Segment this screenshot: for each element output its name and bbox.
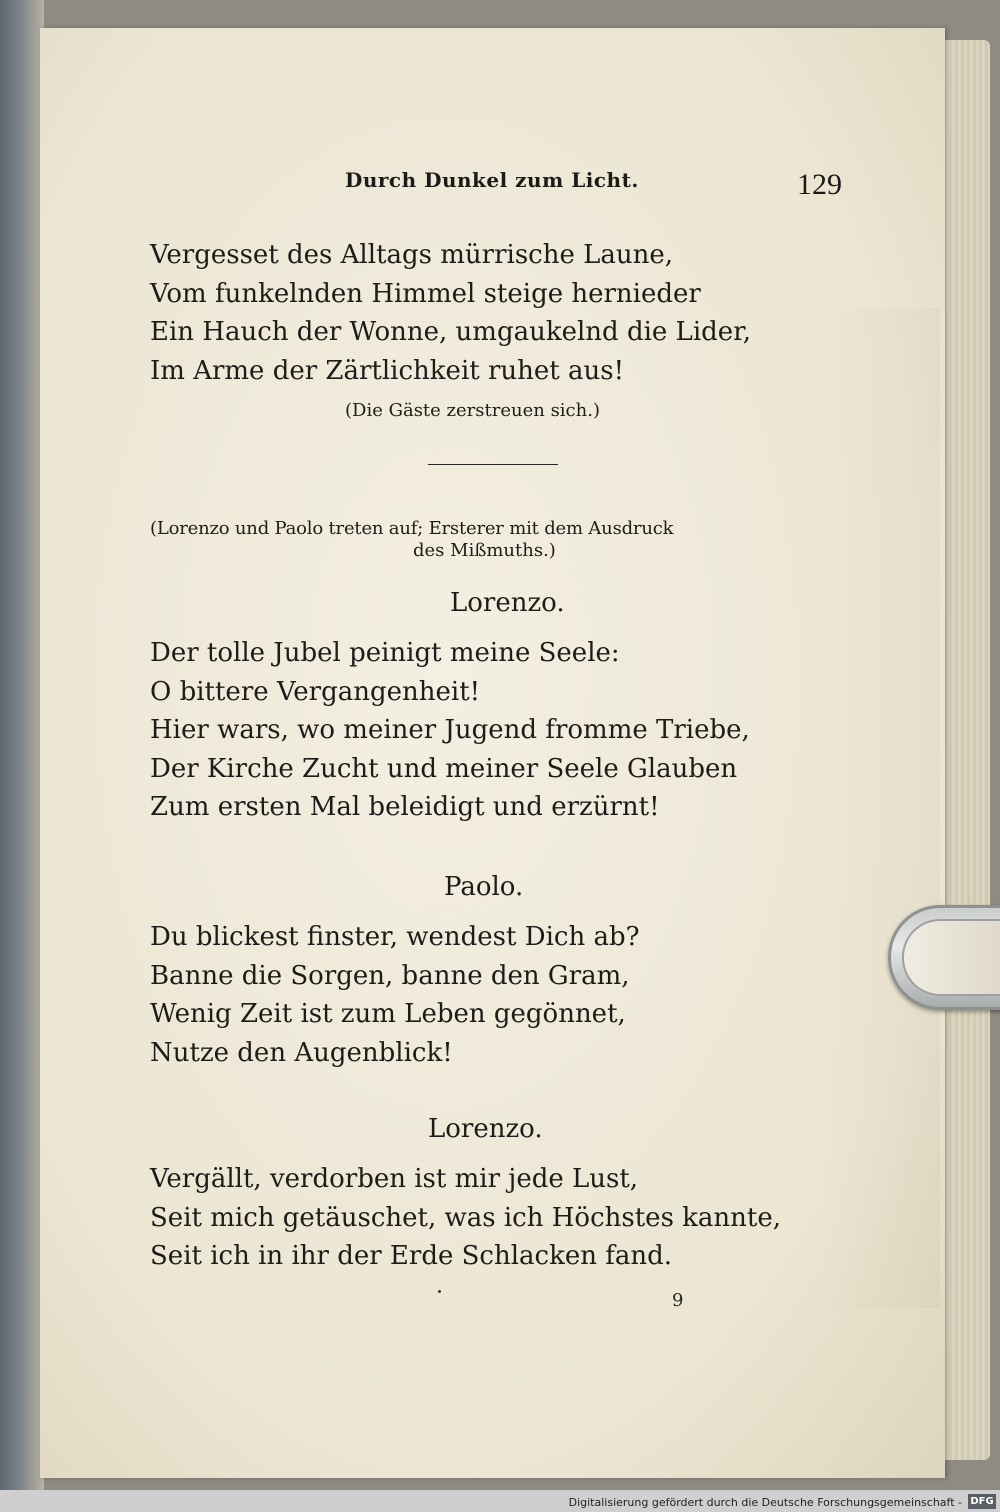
verse-line: Seit mich getäuschet, was ich Höchstes kannte, <box>150 1202 782 1233</box>
verse-line: Vergesset des Alltags mürrische Laune, <box>150 240 674 270</box>
speaker-name: Lorenzo. <box>428 1114 543 1144</box>
paper-clip-inner <box>902 919 1000 996</box>
verse-line: Hier wars, wo meiner Jugend fromme Triebe, <box>150 715 750 745</box>
verse-line: Zum ersten Mal beleidigt und erzürnt! <box>150 792 660 822</box>
book-spine <box>0 0 44 1512</box>
verse-line: Banne die Sorgen, banne den Gram, <box>150 960 630 991</box>
show-through-bleed <box>820 308 940 1308</box>
stanza-1 <box>150 236 751 390</box>
verse-line: Nutze den Augenblick! <box>150 1037 453 1068</box>
verse-line: Im Arme der Zärtlichkeit ruhet aus! <box>150 355 625 386</box>
verse-line: Vom funkelnden Himmel steige hernieder <box>150 278 701 309</box>
section-divider <box>428 464 558 465</box>
footer-credit: Digitalisierung gefördert durch die Deutsche Forschungsgemeinschaft - <box>568 1496 962 1509</box>
stanza-2 <box>150 634 750 827</box>
printer-dot <box>438 1290 441 1293</box>
signature-mark: 9 <box>672 1290 684 1311</box>
verse-line: Der tolle Jubel peinigt meine Seele: <box>150 638 620 668</box>
verse-line: Wenig Zeit ist zum Leben gegönnet, <box>150 999 626 1029</box>
verse-line: Der Kirche Zucht und meiner Seele Glauben <box>150 753 738 784</box>
stanza-3 <box>150 918 640 1072</box>
stage-direction: (Die Gäste zerstreuen sich.) <box>345 400 600 421</box>
stanza-4 <box>150 1160 781 1276</box>
dfg-logo: DFG <box>968 1494 996 1509</box>
stage-direction: (Lorenzo und Paolo treten auf; Ersterer mit dem Ausdruck <box>150 518 674 539</box>
paper-clip <box>888 905 1000 1010</box>
verse-line: Du blickest finster, wendest Dich ab? <box>150 922 640 952</box>
speaker-name: Paolo. <box>444 872 524 902</box>
footer-bar <box>0 1490 1000 1512</box>
speaker-name: Lorenzo. <box>450 588 565 618</box>
verse-line: Vergällt, verdorben ist mir jede Lust, <box>150 1164 639 1194</box>
verse-line: Seit ich in ihr der Erde Schlacken fand. <box>150 1241 673 1271</box>
running-head: Durch Dunkel zum Licht. <box>345 168 639 192</box>
verse-line: Ein Hauch der Wonne, umgaukelnd die Lider, <box>150 317 751 347</box>
page-number: 129 <box>797 168 842 201</box>
verse-line: O bittere Vergangenheit! <box>150 676 481 707</box>
stage-direction: des Mißmuths.) <box>413 540 556 561</box>
